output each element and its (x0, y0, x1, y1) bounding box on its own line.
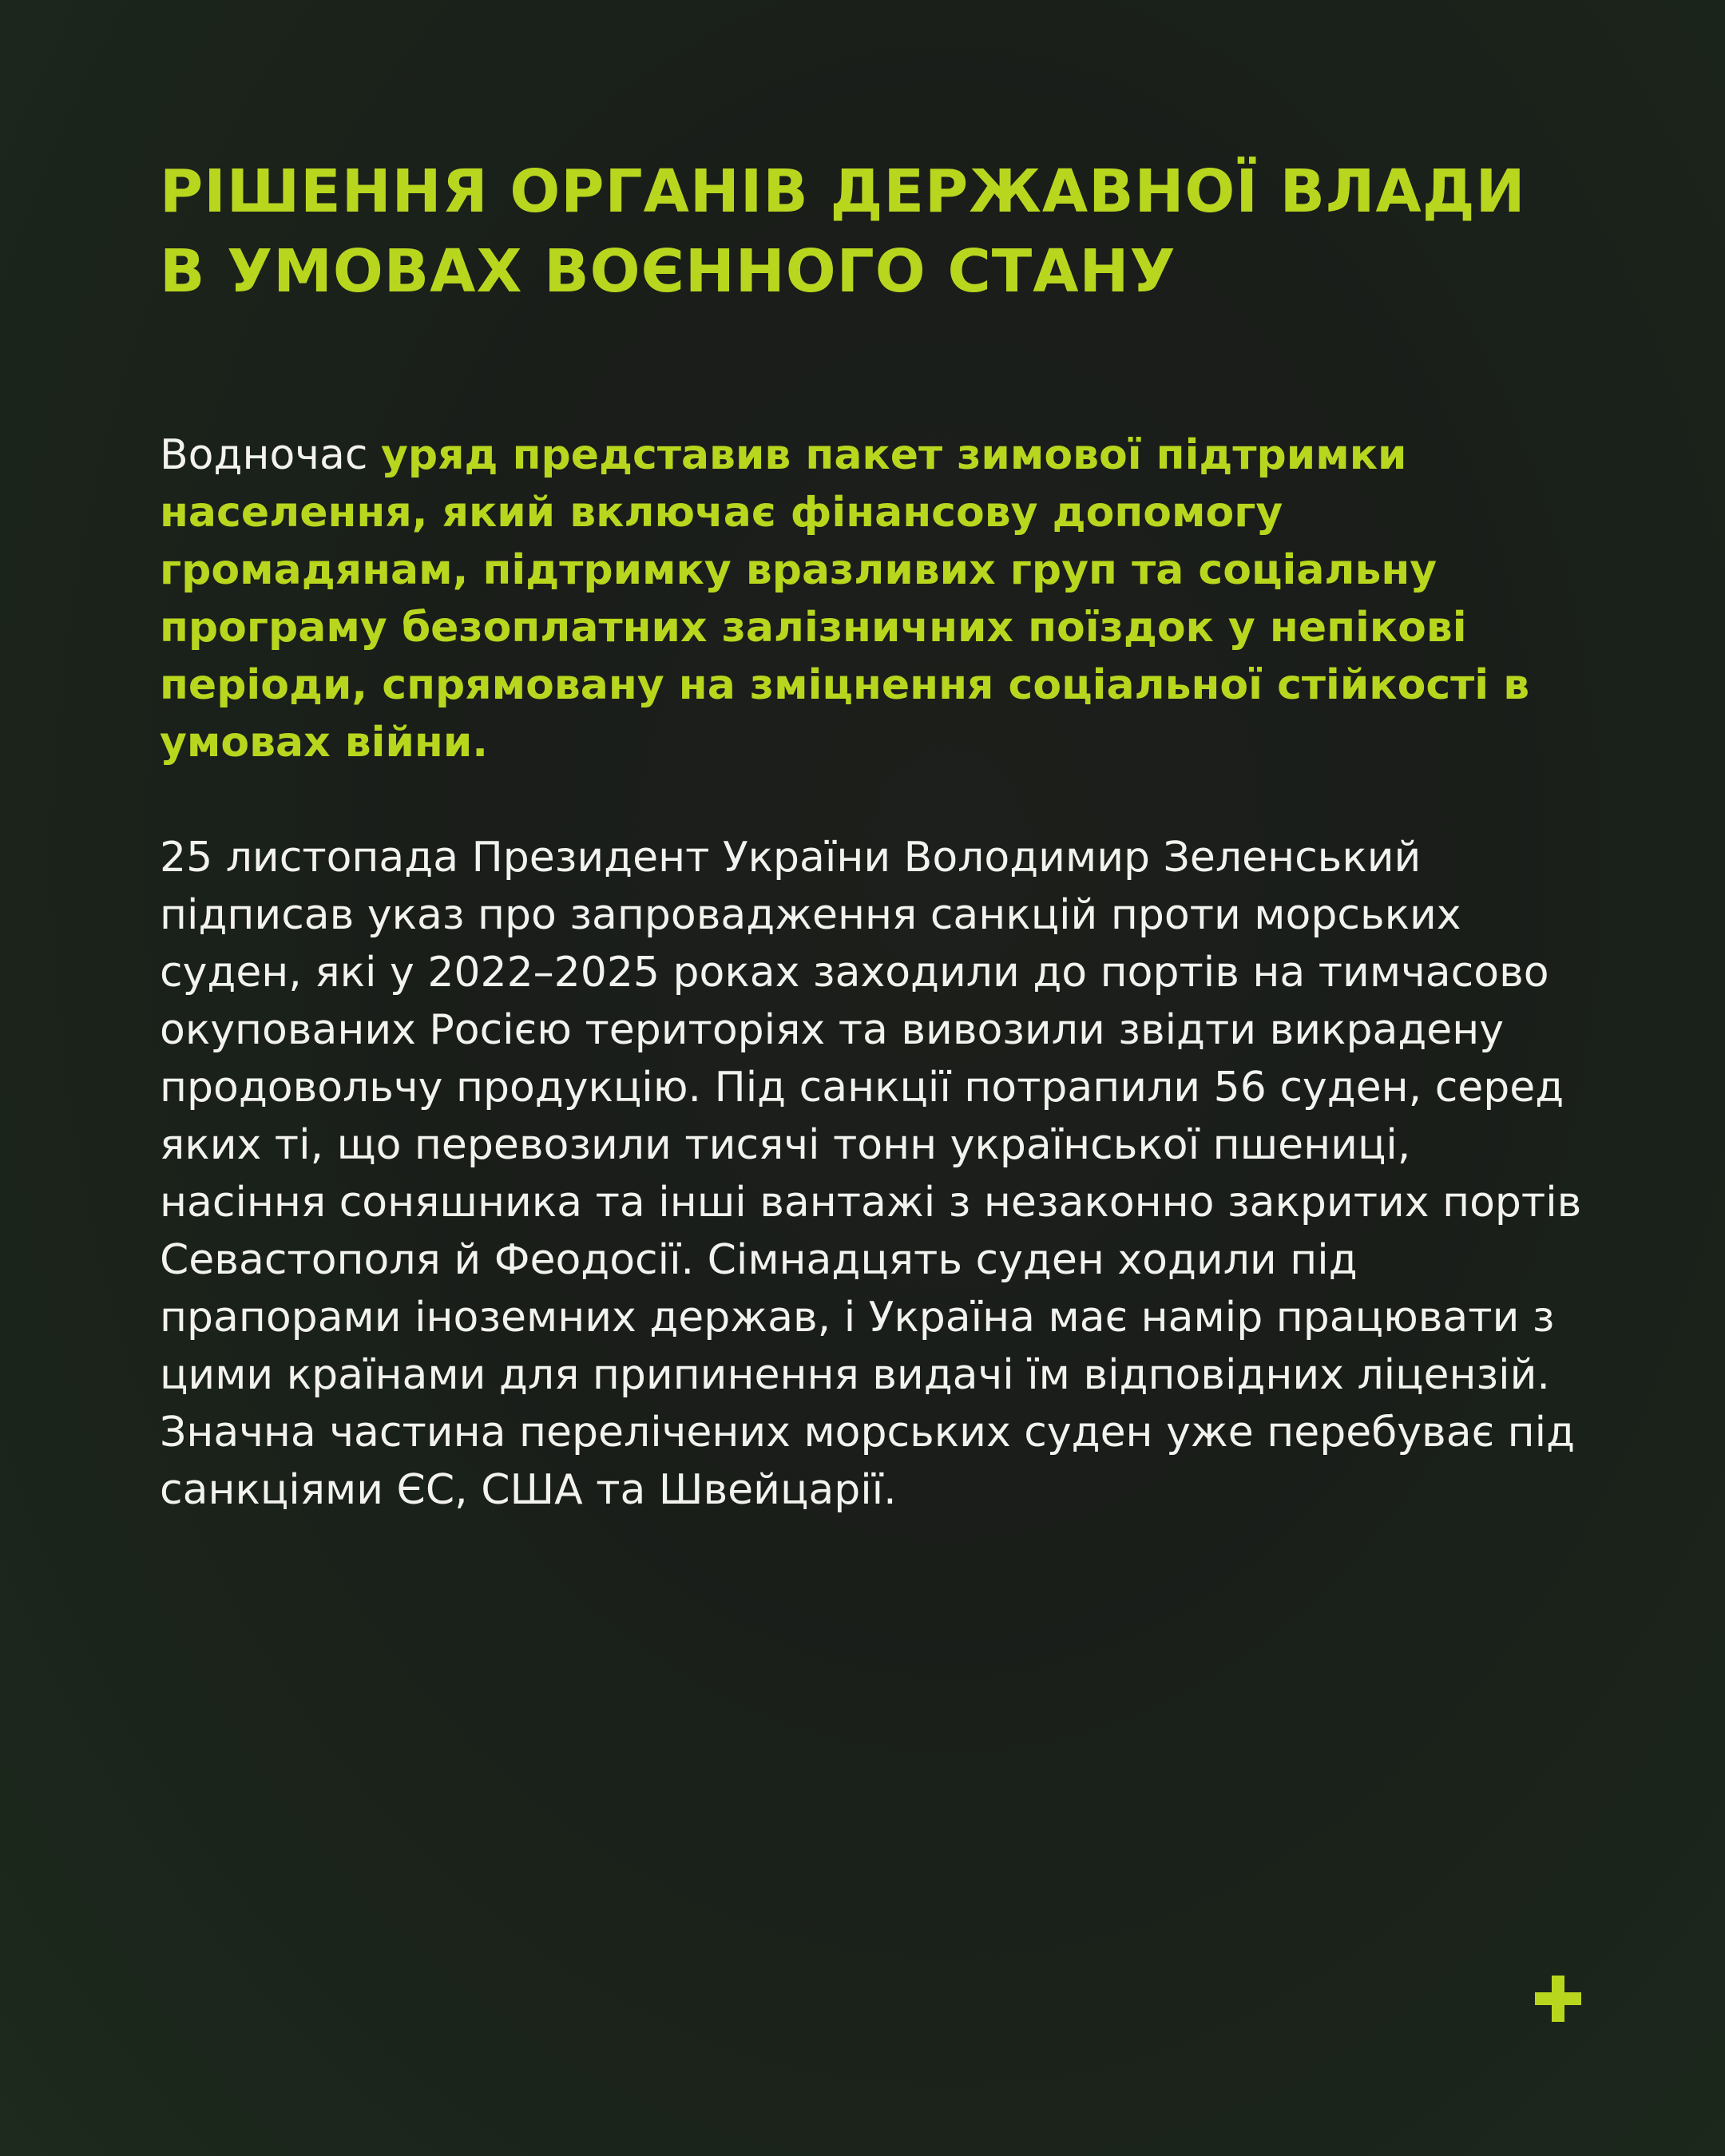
paragraph-highlight: уряд представив пакет зимової підтримки населення, який включає фінансову допомогу громадянам, підтримку вразливих груп та соціальну програму безоплатних залізничних поїздок у непікові періоди, спрямовану на зміцнення соціальної стійкості в умовах війни. (160, 431, 1530, 767)
page-title (160, 152, 1597, 311)
paragraph-sanctions: 25 листопада Президент України Володимир Зеленський підписав указ про запровадження санкцій проти морських суден, які у 2022–2025 роках заходили до портів на тимчасово окупованих Росією територіях та вивозили звідти викрадену продовольчу продукцію. Під санкції потрапили 56 суден, серед яких ті, що перевозили тисячі тонн української пшениці, насіння соняшника та інші вантажі з незаконно закритих портів Севастополя й Феодосії. Сімнадцять суден ходили під прапорами іноземних держав, і Україна має намір працювати з цими країнами для припинення видачі їм відповідних ліцензій. Значна частина перелічених морських суден уже перебуває під санкціями ЄС, США та Швейцарії. (160, 834, 1582, 1514)
paragraph-winter-support (160, 426, 1589, 771)
title-line-2: В УМОВАХ ВОЄННОГО СТАНУ (160, 237, 1176, 306)
paragraph-intro: Водночас (160, 431, 381, 479)
plus-icon (1535, 1976, 1581, 2022)
title-line-1: РІШЕННЯ ОРГАНІВ ДЕРЖАВНОЇ ВЛАДИ (160, 157, 1526, 226)
